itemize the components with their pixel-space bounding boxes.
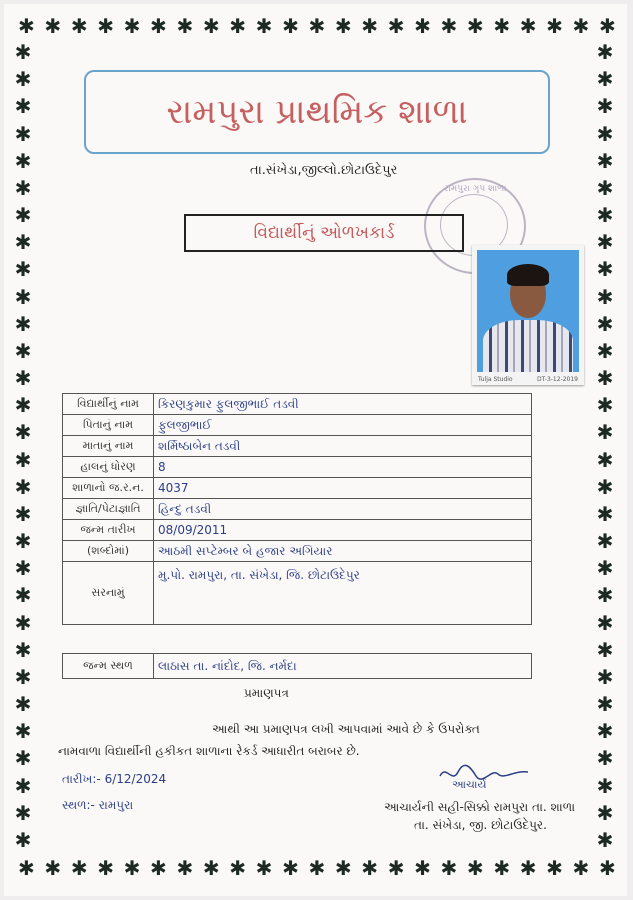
- table-row: [63, 654, 532, 679]
- palm-border-icon: ✱: [14, 366, 32, 391]
- palm-border-icon: ✱: [596, 366, 614, 391]
- palm-border-icon: ✱: [440, 856, 458, 880]
- palm-border-icon: ✱: [123, 856, 141, 880]
- palm-border-icon: ✱: [14, 637, 32, 662]
- field-label: હાલનું ધોરણ: [63, 457, 154, 478]
- palm-border-icon: ✱: [282, 856, 299, 880]
- palm-border-icon: ✱: [334, 14, 352, 38]
- palm-border-icon: ✱: [596, 447, 614, 472]
- field-value: આઠમી સપ્ટેમ્બર બે હજાર અગિયાર: [154, 541, 532, 562]
- palm-border-icon: ✱: [596, 474, 614, 499]
- palm-border-icon: ✱: [255, 856, 273, 880]
- palm-border-icon: ✱: [14, 67, 32, 92]
- palm-border-icon: ✱: [546, 14, 563, 38]
- issue-place: સ્થળ:- રામપુરા: [62, 798, 134, 812]
- palm-border-icon: ✱: [596, 719, 614, 744]
- palm-border-icon: ✱: [70, 856, 88, 880]
- palm-border-icon: ✱: [14, 556, 32, 581]
- palm-border-icon: ✱: [596, 311, 614, 336]
- palm-border-icon: ✱: [466, 856, 484, 880]
- palm-border-icon: ✱: [596, 827, 614, 852]
- student-info-table: [62, 393, 532, 625]
- right-border-column: [594, 42, 616, 850]
- left-border-column: [12, 42, 34, 850]
- palm-border-icon: ✱: [14, 94, 32, 119]
- palm-border-icon: ✱: [466, 14, 484, 38]
- field-label: જ્ઞાતિ/પેટાજ્ઞાતિ: [63, 499, 154, 520]
- field-label: (શબ્દોમાં): [63, 541, 154, 562]
- palm-border-icon: ✱: [596, 67, 614, 92]
- palm-border-icon: ✱: [361, 14, 379, 38]
- palm-border-icon: ✱: [70, 14, 88, 38]
- palm-border-icon: ✱: [596, 420, 614, 445]
- field-label: શાળાનો જ.ર.ન.: [63, 478, 154, 499]
- id-card-title-box: [184, 214, 464, 252]
- field-value: કિરણકુમાર ફુલજીભાઈ તડવી: [154, 394, 532, 415]
- photo-image: [477, 250, 579, 372]
- table-row: [63, 499, 532, 520]
- palm-border-icon: ✱: [14, 175, 32, 200]
- palm-border-icon: ✱: [229, 856, 247, 880]
- palm-border-icon: ✱: [14, 420, 32, 445]
- palm-border-icon: ✱: [14, 692, 32, 717]
- palm-border-icon: ✱: [546, 856, 563, 880]
- principal-role: આચાર્ય: [452, 778, 487, 791]
- field-label: સરનામું: [63, 562, 154, 625]
- palm-border-icon: ✱: [255, 14, 273, 38]
- palm-border-icon: ✱: [44, 856, 62, 880]
- palm-border-icon: ✱: [519, 14, 537, 38]
- palm-border-icon: ✱: [596, 692, 614, 717]
- palm-border-icon: ✱: [596, 393, 614, 418]
- palm-border-icon: ✱: [14, 827, 32, 852]
- palm-border-icon: ✱: [14, 447, 32, 472]
- palm-border-icon: ✱: [176, 14, 194, 38]
- palm-border-icon: ✱: [596, 148, 614, 173]
- palm-border-icon: ✱: [519, 856, 537, 880]
- palm-border-icon: ✱: [598, 14, 616, 38]
- table-row: [63, 457, 532, 478]
- palm-border-icon: ✱: [97, 856, 114, 880]
- palm-border-icon: ✱: [596, 556, 614, 581]
- top-border-row: [18, 16, 616, 36]
- palm-border-icon: ✱: [14, 203, 32, 228]
- palm-border-icon: ✱: [14, 284, 32, 309]
- table-row: [63, 436, 532, 457]
- field-label: વિદ્યાર્થીનું નામ: [63, 394, 154, 415]
- palm-border-icon: ✱: [596, 40, 614, 64]
- palm-border-icon: ✱: [596, 773, 614, 798]
- palm-border-icon: ✱: [14, 230, 32, 255]
- palm-border-icon: ✱: [596, 637, 614, 662]
- palm-border-icon: ✱: [596, 529, 614, 554]
- school-title-box: [84, 70, 550, 154]
- palm-border-icon: ✱: [44, 14, 62, 38]
- bottom-border-row: [18, 858, 616, 878]
- palm-border-icon: ✱: [14, 311, 32, 336]
- palm-border-icon: ✱: [18, 856, 35, 880]
- palm-border-icon: ✱: [150, 856, 167, 880]
- photo-date-label: DT-3-12-2019: [537, 376, 578, 383]
- palm-border-icon: ✱: [14, 719, 32, 744]
- palm-border-icon: ✱: [14, 148, 32, 173]
- palm-border-icon: ✱: [14, 257, 32, 282]
- palm-border-icon: ✱: [596, 230, 614, 255]
- photo-shirt: [483, 320, 573, 372]
- palm-border-icon: ✱: [176, 856, 194, 880]
- palm-border-icon: ✱: [282, 14, 299, 38]
- field-value: 8: [154, 457, 532, 478]
- birth-place-label: જન્મ સ્થળ: [63, 654, 154, 679]
- palm-border-icon: ✱: [596, 203, 614, 228]
- palm-border-icon: ✱: [596, 664, 614, 689]
- palm-border-icon: ✱: [414, 856, 431, 880]
- palm-border-icon: ✱: [14, 501, 32, 526]
- palm-border-icon: ✱: [14, 773, 32, 798]
- field-value: 4037: [154, 478, 532, 499]
- table-row: [63, 541, 532, 562]
- palm-border-icon: ✱: [14, 393, 32, 418]
- field-value: હિન્દુ તડવી: [154, 499, 532, 520]
- school-title: રામપુરા પ્રાથમિક શાળા: [166, 92, 468, 132]
- palm-border-icon: ✱: [308, 14, 326, 38]
- field-label: જન્મ તારીખ: [63, 520, 154, 541]
- signature-line1: આચાર્યની સહી-સિક્કો રામપુરા તા. શાળા: [384, 800, 576, 814]
- palm-border-icon: ✱: [596, 501, 614, 526]
- signature-line2: તા. સંખેડા, જી. છોટાઉદેપુર.: [414, 818, 547, 832]
- palm-border-icon: ✱: [596, 338, 614, 363]
- palm-border-icon: ✱: [334, 856, 352, 880]
- palm-border-icon: ✱: [596, 746, 614, 771]
- table-row: [63, 478, 532, 499]
- palm-border-icon: ✱: [572, 856, 590, 880]
- certificate-text-line2: નામવાળા વિદ્યાર્થીની હકીકત શાળાના રેકર્ડ આધારીત બરાબર છે.: [58, 744, 360, 758]
- field-value: 08/09/2011: [154, 520, 532, 541]
- palm-border-icon: ✱: [14, 40, 32, 64]
- palm-border-icon: ✱: [596, 284, 614, 309]
- palm-border-icon: ✱: [596, 800, 614, 825]
- palm-border-icon: ✱: [493, 14, 511, 38]
- palm-border-icon: ✱: [596, 583, 614, 608]
- field-value: મુ.પો. રામપુરા, તા. સંખેડા, જિ. છોટાઉદેપુર: [154, 562, 532, 625]
- palm-border-icon: ✱: [18, 14, 35, 38]
- table-row: [63, 520, 532, 541]
- palm-border-icon: ✱: [150, 14, 167, 38]
- certificate-text-line1: આથી આ પ્રમાણપત્ર લખી આપવામાં આવે છે કે ઉપરોક્ત: [212, 722, 480, 736]
- palm-border-icon: ✱: [229, 14, 247, 38]
- field-label: પિતાનું નામ: [63, 415, 154, 436]
- palm-border-icon: ✱: [14, 121, 32, 146]
- photo-hair: [507, 264, 549, 286]
- certificate-heading: પ્રમાણપત્ર: [244, 686, 289, 700]
- table-row: [63, 415, 532, 436]
- student-photo: [472, 245, 584, 385]
- palm-border-icon: ✱: [596, 610, 614, 635]
- id-card-title: વિદ્યાર્થીનું ઓળખકાર્ડ: [253, 223, 395, 243]
- photo-studio-label: Tulja Studio: [478, 376, 513, 383]
- palm-border-icon: ✱: [97, 14, 114, 38]
- palm-border-icon: ✱: [598, 856, 616, 880]
- birth-place-value: લાઠાસ તા. નાંદોદ, જિ. નર્મદા: [154, 654, 532, 679]
- birth-place-table: [62, 653, 532, 679]
- palm-border-icon: ✱: [596, 175, 614, 200]
- field-label: માતાનું નામ: [63, 436, 154, 457]
- palm-border-icon: ✱: [202, 14, 220, 38]
- palm-border-icon: ✱: [123, 14, 141, 38]
- issue-date: તારીખ:- 6/12/2024: [62, 772, 167, 786]
- palm-border-icon: ✱: [440, 14, 458, 38]
- palm-border-icon: ✱: [14, 474, 32, 499]
- palm-border-icon: ✱: [14, 746, 32, 771]
- palm-border-icon: ✱: [493, 856, 511, 880]
- field-value: ફુલજીભાઈ: [154, 415, 532, 436]
- palm-border-icon: ✱: [596, 121, 614, 146]
- palm-border-icon: ✱: [572, 14, 590, 38]
- stamp-text: રામપુરા ગૃપ શાળા: [444, 184, 507, 194]
- school-address: તા.સંખેડા,જીલ્લો.છોટાઉદેપુર: [250, 163, 398, 178]
- palm-border-icon: ✱: [14, 610, 32, 635]
- table-row: [63, 562, 532, 625]
- field-value: શર્મિષ્ઠાબેન તડવી: [154, 436, 532, 457]
- palm-border-icon: ✱: [414, 14, 431, 38]
- palm-border-icon: ✱: [308, 856, 326, 880]
- palm-border-icon: ✱: [14, 800, 32, 825]
- table-row: [63, 394, 532, 415]
- palm-border-icon: ✱: [361, 856, 379, 880]
- palm-border-icon: ✱: [14, 529, 32, 554]
- palm-border-icon: ✱: [387, 14, 405, 38]
- palm-border-icon: ✱: [596, 257, 614, 282]
- palm-border-icon: ✱: [202, 856, 220, 880]
- palm-border-icon: ✱: [387, 856, 405, 880]
- palm-border-icon: ✱: [14, 664, 32, 689]
- palm-border-icon: ✱: [14, 338, 32, 363]
- palm-border-icon: ✱: [596, 94, 614, 119]
- palm-border-icon: ✱: [14, 583, 32, 608]
